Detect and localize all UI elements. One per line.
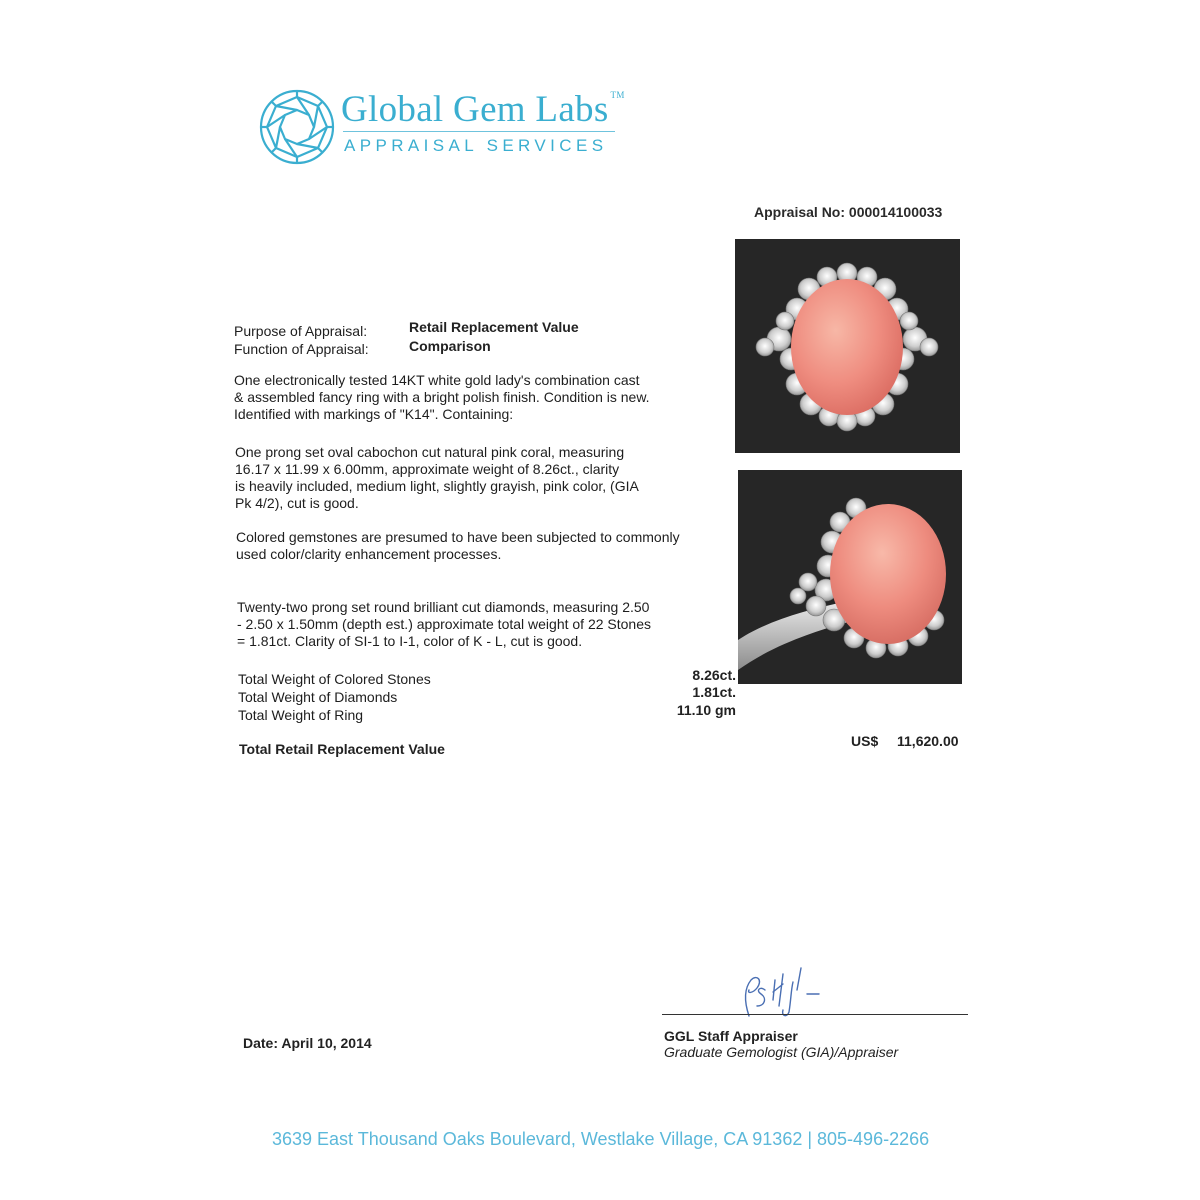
signature-line: [662, 1014, 968, 1015]
footer-address: 3639 East Thousand Oaks Boulevard, Westlake Village, CA 91362 | 805-496-2266: [272, 1129, 930, 1149]
company-tagline: APPRAISAL SERVICES: [344, 136, 608, 155]
handwritten-signature: [735, 960, 845, 1018]
trademark: TM: [610, 89, 625, 100]
appraisal-date: Date: April 10, 2014: [243, 1035, 372, 1051]
appraiser-credentials: Graduate Gemologist (GIA)/Appraiser: [664, 1044, 899, 1060]
company-name-text: Global Gem Labs: [341, 89, 609, 130]
function-label: Function of Appraisal:: [234, 341, 369, 357]
appraisal-number: Appraisal No: 000014100033: [754, 204, 943, 220]
total-colored-stones-value: 8.26ct.: [692, 667, 736, 683]
logo-divider: [343, 131, 615, 132]
ring-description: One electronically tested 14KT white gold lady's combination cast & assembled fancy ring with a bright polish finish. Condition is new. Identified with markings of "K14". Containing:: [234, 372, 650, 422]
appraiser-title: GGL Staff Appraiser: [664, 1028, 798, 1044]
total-colored-stones-label: Total Weight of Colored Stones: [238, 671, 431, 687]
coral-description: One prong set oval cabochon cut natural pink coral, measuring 16.17 x 11.99 x 6.00mm, approximate weight of 8.26ct., clarity is heavily included, medium light, slightly grayish, pink color, (GIA Pk 4/2), cut is good.: [235, 444, 639, 511]
ring-side-view-image: [738, 470, 962, 684]
purpose-label: Purpose of Appraisal:: [234, 323, 368, 339]
purpose-value: Retail Replacement Value: [409, 319, 579, 335]
retail-value-currency: US$: [851, 733, 879, 749]
retail-value-amount: 11,620.00: [897, 733, 959, 749]
retail-value-label: Total Retail Replacement Value: [239, 741, 445, 757]
ring-top-view-image: [735, 239, 960, 453]
total-ring-value: 11.10 gm: [676, 702, 736, 718]
total-diamonds-value: 1.81ct.: [692, 684, 736, 700]
enhancement-note: Colored gemstones are presumed to have been subjected to commonly used color/clarity enhancement processes.: [236, 529, 680, 562]
gem-icon: [258, 88, 336, 166]
diamonds-description: Twenty-two prong set round brilliant cut diamonds, measuring 2.50 - 2.50 x 1.50mm (depth est.) approximate total weight of 22 Stones = 1.81ct. Clarity of SI-1 to I-1, color of K - L, cut is good.: [237, 599, 651, 649]
total-ring-label: Total Weight of Ring: [238, 707, 364, 723]
function-value: Comparison: [409, 338, 491, 354]
total-diamonds-label: Total Weight of Diamonds: [238, 689, 398, 705]
company-name: [341, 88, 625, 131]
